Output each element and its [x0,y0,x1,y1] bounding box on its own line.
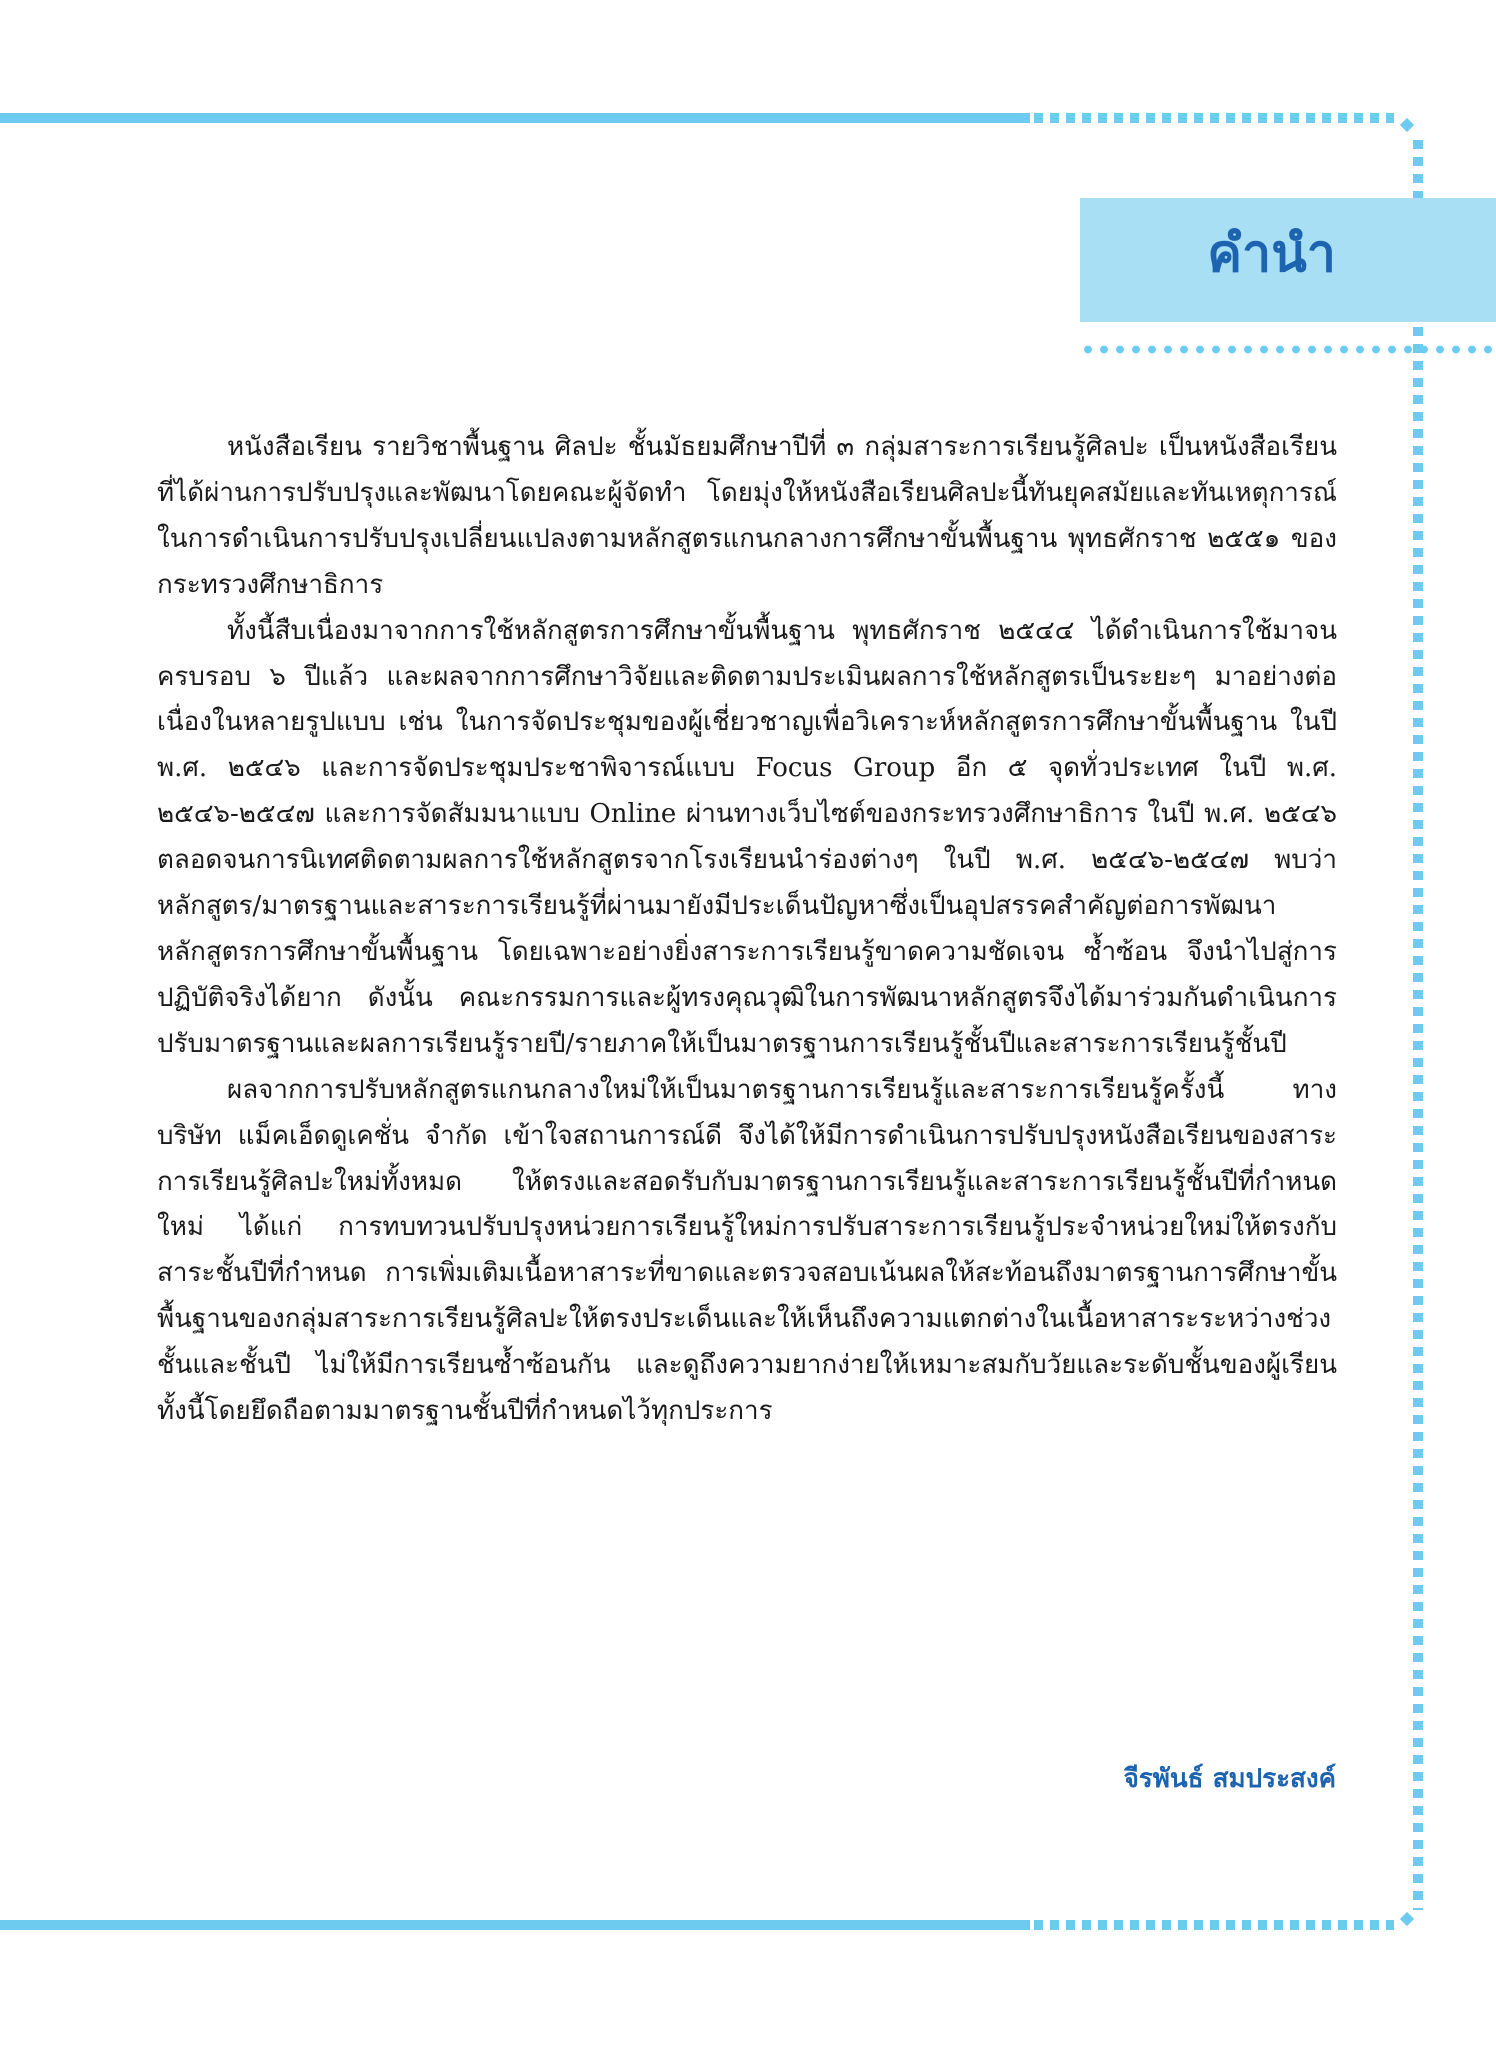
paragraph-3: ผลจากการปรับหลักสูตรแกนกลางใหม่ให้เป็นมาตรฐานการเรียนรู้และสาระการเรียนรู้ครั้งนี้ ทางบริษัท แม็คเอ็ดดูเคชั่น จำกัด เข้าใจสถานการณ์ดี จึงได้ให้มีการดำเนินการปรับปรุงหนังสือเรียนของสาระการเรียนรู้ศิลปะใหม่ทั้งหมด ให้ตรงและสอดรับกับมาตรฐานการเรียนรู้และสาระการเรียนรู้ชั้นปีที่กำหนดใหม่ ได้แก่ การทบทวนปรับปรุงหน่วยการเรียนรู้ใหม่การปรับสาระการเรียนรู้ประจำหน่วยใหม่ให้ตรงกับสาระชั้นปีที่กำหนด การเพิ่มเติมเนื้อหาสาระที่ขาดและตรวจสอบเน้นผลให้สะท้อนถึงมาตรฐานการศึกษาขั้นพื้นฐานของกลุ่มสาระการเรียนรู้ศิลปะให้ตรงประเด็นและให้เห็นถึงความแตกต่างในเนื้อหาสาระระหว่างช่วงชั้นและชั้นปี ไม่ให้มีการเรียนซ้ำซ้อนกัน และดูถึงความยากง่ายให้เหมาะสมกับวัยและระดับชั้นของผู้เรียน ทั้งนี้โดยยึดถือตามมาตรฐานชั้นปีที่กำหนดไว้ทุกประการ [157,1074,1337,1427]
top-border-dashes [1034,113,1394,123]
top-right-corner-mark [1400,118,1414,132]
foreword-body [157,425,1337,1435]
page-title: คำนำ [1207,224,1336,284]
bottom-border-line [0,1920,1030,1930]
title-dotted-underline [1080,345,1496,354]
bottom-right-corner-mark [1400,1912,1414,1926]
bottom-border-dashes [1034,1920,1394,1930]
author-signature: จีรพันธ์ สมประสงค์ [1123,1764,1336,1794]
top-border-line [0,113,1030,123]
right-border-dashes [1413,140,1423,1910]
paragraph-1: หนังสือเรียน รายวิชาพื้นฐาน ศิลปะ ชั้นมัธยมศึกษาปีที่ ๓ กลุ่มสาระการเรียนรู้ศิลปะ เป็นหนังสือเรียนที่ได้ผ่านการปรับปรุงและพัฒนาโดยคณะผู้จัดทำ โดยมุ่งให้หนังสือเรียนศิลปะนี้ทันยุคสมัยและทันเหตุการณ์ในการดำเนินการปรับปรุงเปลี่ยนแปลงตามหลักสูตรแกนกลางการศึกษาขั้นพื้นฐาน พุทธศักราช ๒๕๕๑ ของกระทรวงศึกษาธิการ [157,432,1337,600]
paragraph-2: ทั้งนี้สืบเนื่องมาจากการใช้หลักสูตรการศึกษาขั้นพื้นฐาน พุทธศักราช ๒๕๔๔ ได้ดำเนินการใช้มาจนครบรอบ ๖ ปีแล้ว และผลจากการศึกษาวิจัยและติดตามประเมินผลการใช้หลักสูตรเป็นระยะๆ มาอย่างต่อเนื่องในหลายรูปแบบ เช่น ในการจัดประชุมของผู้เชี่ยวชาญเพื่อวิเคราะห์หลักสูตรการศึกษาขั้นพื้นฐาน ในปี พ.ศ. ๒๕๔๖ และการจัดประชุมประชาพิจารณ์แบบ Focus Group อีก ๕ จุดทั่วประเทศ ในปี พ.ศ. ๒๕๔๖-๒๕๔๗ และการจัดสัมมนาแบบ Online ผ่านทางเว็บไซต์ของกระทรวงศึกษาธิการ ในปี พ.ศ. ๒๕๔๖ ตลอดจนการนิเทศติดตามผลการใช้หลักสูตรจากโรงเรียนนำร่องต่างๆ ในปี พ.ศ. ๒๕๔๖-๒๕๔๗ พบว่า หลักสูตร/มาตรฐานและสาระการเรียนรู้ที่ผ่านมายังมีประเด็นปัญหาซึ่งเป็นอุปสรรคสำคัญต่อการพัฒนาหลักสูตรการศึกษาขั้นพื้นฐาน โดยเฉพาะอย่างยิ่งสาระการเรียนรู้ขาดความชัดเจน ซ้ำซ้อน จึงนำไปสู่การปฏิบัติจริงได้ยาก ดังนั้น คณะกรรมการและผู้ทรงคุณวุฒิในการพัฒนาหลักสูตรจึงได้มาร่วมกันดำเนินการปรับมาตรฐานและผลการเรียนรู้รายปี/รายภาคให้เป็นมาตรฐานการเรียนรู้ชั้นปีและสาระการเรียนรู้ชั้นปี [157,615,1337,1059]
